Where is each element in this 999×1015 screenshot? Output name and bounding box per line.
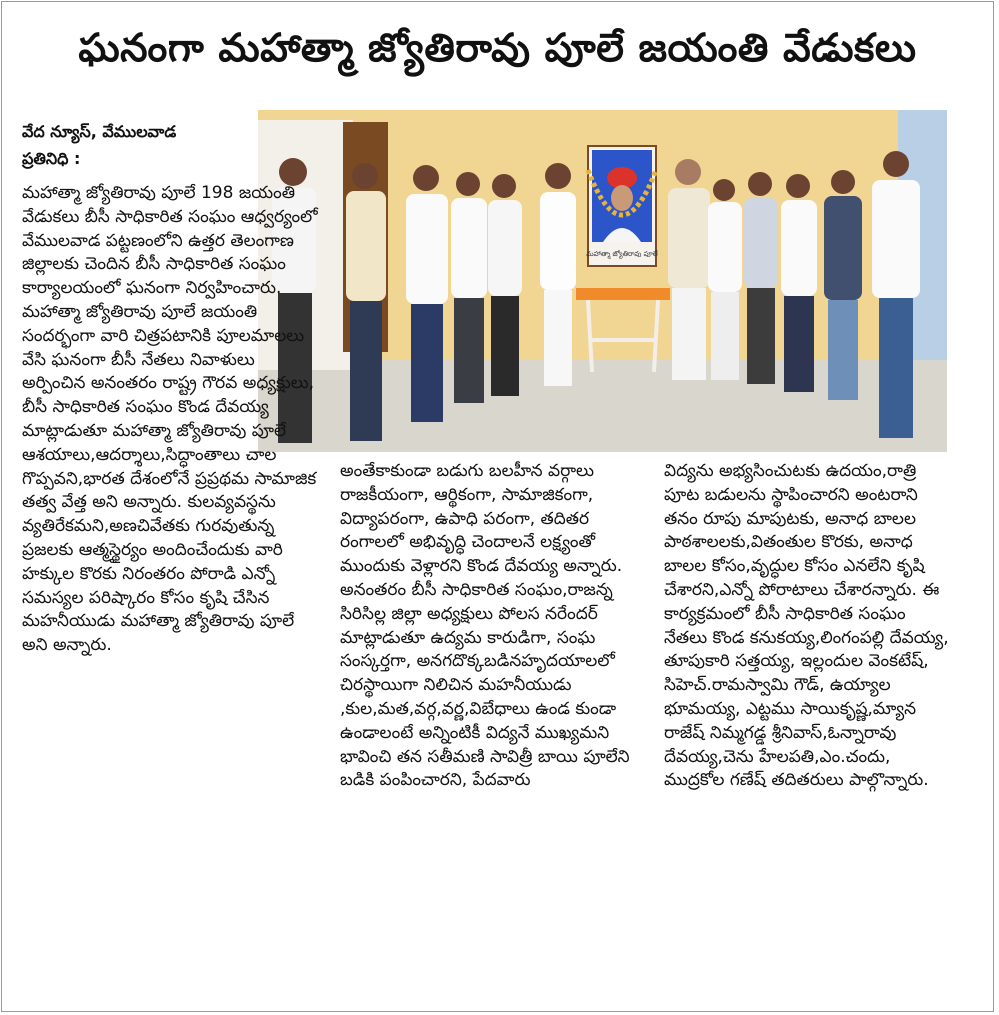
person	[406, 165, 448, 422]
article-paragraph: మహాత్మా జ్యోతిరావు పూలే 198 జయంతి వేడుకలు బీసీ సాధికారిత సంఘం ఆధ్వర్యంలో వేములవాడ పట్టణంలోని ఉత్తర తెలంగాణ జిల్లాలకు చెందిన బీసీ సాధికారిత సంఘం కార్యాలయంలో ఘనంగా నిర్వహించారు. మహాత్మా జ్యోతిరావు పూలే జయంతి సందర్భంగా వారి చిత్రపటానికి పూలమాలలు వేసి ఘనంగా బీసీ నేతలు నివాళులు అర్పించిన అనంతరం రాష్ట్ర గౌరవ అధ్యక్షులు, బీసీ సాధికారిత సంఘం కొండ దేవయ్య మాట్లాడుతూ మహాత్మా జ్యోతిరావు పూలే ఆశయాలు,ఆదర్శాలు,సిద్ధాంతాలు చాల గొప్పవని,భారత దేశంలోనే ప్రప్రథమ సామాజిక తత్వ వేత్త అని అన్నారు. కులవ్యవస్థను వ్యతిరేకమని,అణచివేతకు గురవుతున్న ప్రజలకు ఆత్మస్థైర్యం అందించేందుకు వారి హక్కుల కొరకు నిరంతరం పోరాడి ఎన్నో సమస్యల పరిష్కారం కోసం కృషి చేసిన మహనీయుడు మహాత్మా జ్యోతిరావు పూలే అని అన్నారు.	[22, 183, 318, 656]
person	[668, 159, 710, 380]
person	[346, 163, 386, 441]
table-top	[576, 288, 670, 300]
person	[488, 174, 522, 396]
person	[708, 179, 742, 380]
portrait-caption: మహాత్మా జ్యోతిరావు పూలే	[586, 250, 658, 258]
event-photo-illustration	[258, 110, 947, 452]
article-column-3	[664, 460, 954, 793]
headline: ఘనంగా మహాత్మా జ్యోతిరావు పూలే జయంతి వేడుకలు	[78, 26, 917, 71]
article-column-2	[340, 460, 642, 793]
article-paragraph: విద్యను అభ్యసించుటకు ఉదయం,రాత్రి పూట బడులను స్థాపించారని అంటరాని తనం రూపు మాపుటకు, అనాధ బాలల పాఠశాలలకు,వితంతుల కొరకు, అనాధ బాలల కోసం,వృద్ధుల కోసం ఎనలేని కృషి చేశారని,ఎన్నో పోరాటాలు చేశారన్నారు. ఈ కార్యక్రమంలో బీసీ సాధికారిత సంఘం నేతలు కొండ కనుకయ్య,లింగంపల్లి దేవయ్య, తూపుకారి సత్తయ్య, ఇల్లందుల వెంకటేష్, సిహెచ్.రామస్వామి గౌడ్, ఉయ్యాల భూమయ్య, ఎట్టము సాయికృష్ణ,మ్యాన రాజేష్ నిమ్మగడ్డ శ్రీనివాస్,ఓన్నారావు దేవయ్య,చెను హేలపతి,ఎం.చందు, ముద్రకోల గణేష్ తదితరులు పాల్గొన్నారు.	[664, 461, 949, 791]
person	[451, 172, 487, 403]
article-column-1	[22, 182, 318, 658]
event-photo	[258, 110, 947, 452]
person	[824, 170, 862, 400]
person	[744, 172, 778, 384]
portrait-face	[611, 185, 633, 211]
person	[781, 174, 817, 392]
dateline-source: వేద న్యూస్, వేములవాడ	[22, 122, 177, 141]
dateline	[22, 118, 252, 172]
article-paragraph: అంతేకాకుండా బడుగు బలహీన వర్గాలు రాజకీయంగా, ఆర్థికంగా, సామాజికంగా, విద్యాపరంగా, ఉపాధి పరంగా, తదితర రంగాలలో అభివృద్ధి చెందాలనే లక్ష్యంతో ముందుకు వెళ్లారని కొండ దేవయ్య అన్నారు. అనంతరం బీసీ సాధికారిత సంఘం,రాజన్న సిరిసిల్ల జిల్లా అధ్యక్షులు పోలస నరేందర్ మాట్లాడుతూ ఉద్యమ కారుడిగా, సంఘ సంస్కర్తగా, అనగదొక్కబడినహృదయాలలో చిరస్థాయిగా నిలిచిన మహనీయుడు ,కుల,మత,వర్గ,వర్ణ,విబేధాలు ఉండ కుండా ఉండాలంటే అన్నింటికీ విద్యనే ముఖ్యమని భావించి తన సతీమణి సావిత్రీ బాయి పూలేని బడికి పంపించారని, పేదవారు	[340, 461, 630, 791]
person	[872, 151, 920, 438]
dateline-reporter: ప్రతినిధి :	[22, 149, 81, 168]
person	[540, 163, 576, 386]
